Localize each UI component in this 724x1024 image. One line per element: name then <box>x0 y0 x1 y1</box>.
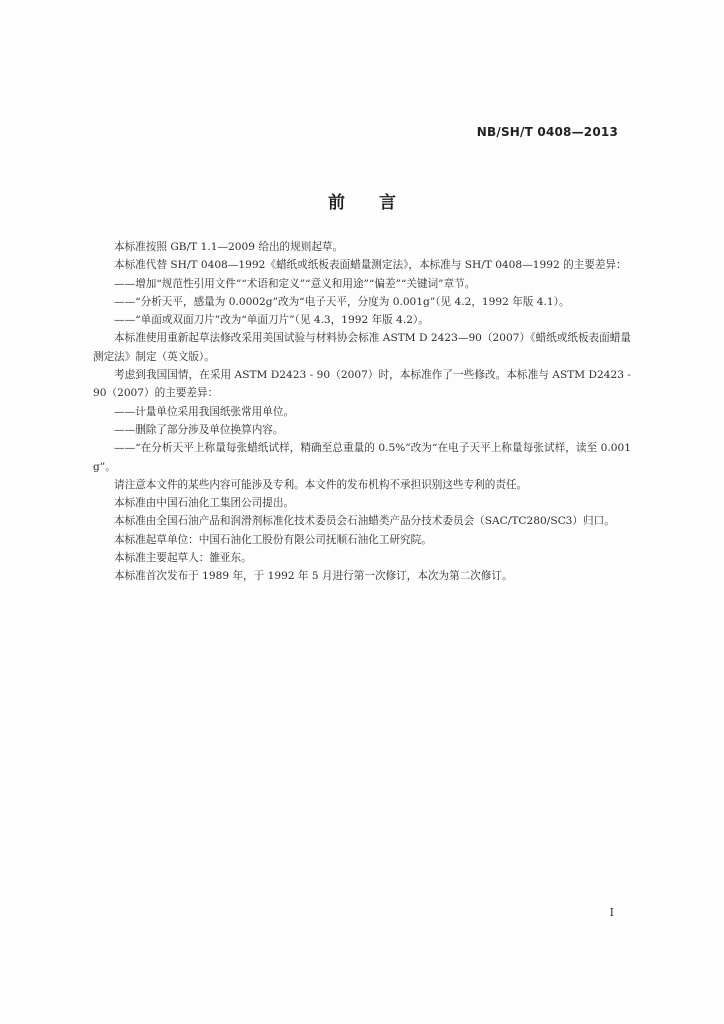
paragraph-history: 本标准首次发布于 1989 年，于 1992 年 5 月进行第一次修订，本次为第二次修订。 <box>114 570 513 583</box>
paragraph-astm-diff-3: ——“在分析天平上称量每张蜡纸试样，精确至总重量的 0.5%”改为“在电子天平上称量每张试样，读至 0.001g”。 <box>93 442 631 473</box>
paragraph-astm-diff-2: ——删除了部分涉及单位换算内容。 <box>114 423 284 436</box>
paragraph-drafters: 本标准主要起草人：雒亚东。 <box>114 552 252 565</box>
paragraph-diff-3: ——“单面或双面刀片”改为“单面刀片”（见 4.3，1992 年版 4.2）。 <box>114 314 429 327</box>
paragraph-patent-notice: 请注意本文件的某些内容可能涉及专利。本文件的发布机构不承担识别这些专利的责任。 <box>114 478 528 491</box>
paragraph-astm-diff-1: ——计量单位采用我国纸张常用单位。 <box>114 405 295 418</box>
page-number: I <box>609 906 614 919</box>
paragraph-diff-2: ——“分析天平，感量为 0.0002g”改为“电子天平，分度为 0.001g”（见 4.2，1992 年版 4.1）。 <box>114 295 570 308</box>
paragraph-astm-adoption: 本标准使用重新起草法修改采用美国试验与材料协会标准 ASTM D 2423—90（2007）《蜡纸或纸板表面蜡量测定法》制定（英文版）。 <box>93 332 631 363</box>
page-title: 前言 <box>328 193 430 213</box>
paragraph-drafting-rules: 本标准按照 GB/T 1.1—2009 给出的规则起草。 <box>114 241 344 253</box>
paragraph-national-conditions: 考虑到我国国情，在采用 ASTM D2423 - 90（2007）时，本标准作了一些修改。本标准与 ASTM D2423 - 90（2007）的主要差异： <box>93 369 631 400</box>
paragraph-diff-1: ——增加“规范性引用文件”“术语和定义”“意义和用途”“偏差”“关键词”章节。 <box>114 277 476 290</box>
paragraph-drafting-unit: 本标准起草单位：中国石油化工股份有限公司抚顺石油化工研究院。 <box>114 533 432 546</box>
paragraph-replaces: 本标准代替 SH/T 0408—1992《蜡纸或纸板表面蜡量测定法》，本标准与 SH/T 0408—1992 的主要差异： <box>114 259 627 272</box>
document-code: NB/SH/T 0408—2013 <box>476 125 618 139</box>
foreword-body <box>93 238 631 586</box>
paragraph-proposed-by: 本标准由中国石油化工集团公司提出。 <box>114 497 295 510</box>
paragraph-centralized-by: 本标准由全国石油产品和润滑剂标准化技术委员会石油蜡类产品分技术委员会（SAC/TC280/SC3）归口。 <box>114 515 615 528</box>
